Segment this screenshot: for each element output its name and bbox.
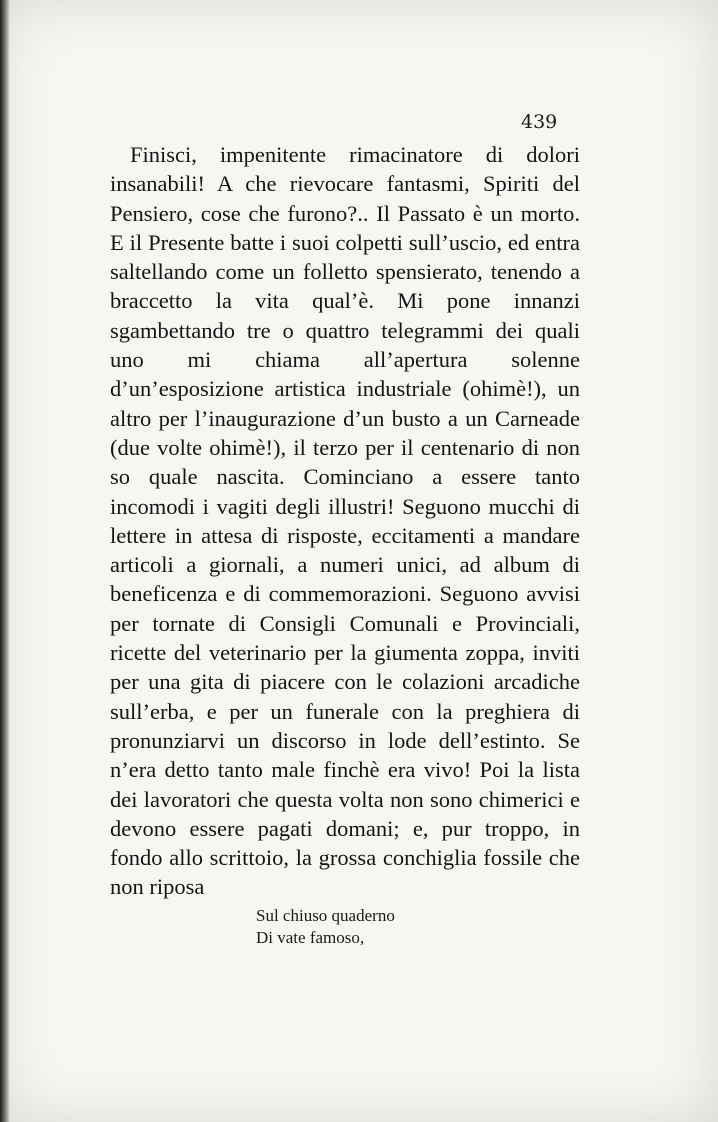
verse-line: Di vate famoso, <box>256 928 365 947</box>
body-paragraph: Finisci, impenitente rimacinatore di dolori insanabili! A che rievocare fantasmi, Spiriti del Pensiero, cose che furono?.. Il Passato è un morto. E il Presente batte i suoi colpetti sull’uscio, ed entra saltellando come un folletto spensierato, tenendo a braccetto la vita qual’è. Mi pone innanzi sgambettando tre o quattro telegrammi dei quali uno mi chiama all’apertura solenne d’un’esposizione artistica industriale (ohimè!), un altro per l’inaugurazione d’un busto a un Carneade (due volte ohimè!), il terzo per il centenario di non so quale nascita. Cominciano a essere tanto incomodi i vagiti degli illustri! Seguono mucchi di lettere in attesa di risposte, eccitamenti a mandare articoli a giornali, a numeri unici, ad album di beneficenza e di commemorazioni. Seguono avvisi per tornate di Consigli Comunali e Provinciali, ricette del veterinario per la giumenta zoppa, inviti per una gita di piacere con le colazioni arcadiche sull’erba, e per un funerale con la preghiera di pronunziarvi un discorso in lode dell’estinto. Se n’era detto tanto male finchè era vivo! Poi la lista dei lavoratori che questa volta non sono chimerici e devono essere pagati domani; e, pur troppo, in fondo allo scrittoio, la grossa conchiglia fossile che non riposa <box>110 142 580 900</box>
verse-line: Sul chiuso quaderno <box>256 906 395 925</box>
verse-quote <box>256 905 395 949</box>
page-gutter-shadow <box>0 0 10 1122</box>
page-number: 439 <box>521 111 558 133</box>
